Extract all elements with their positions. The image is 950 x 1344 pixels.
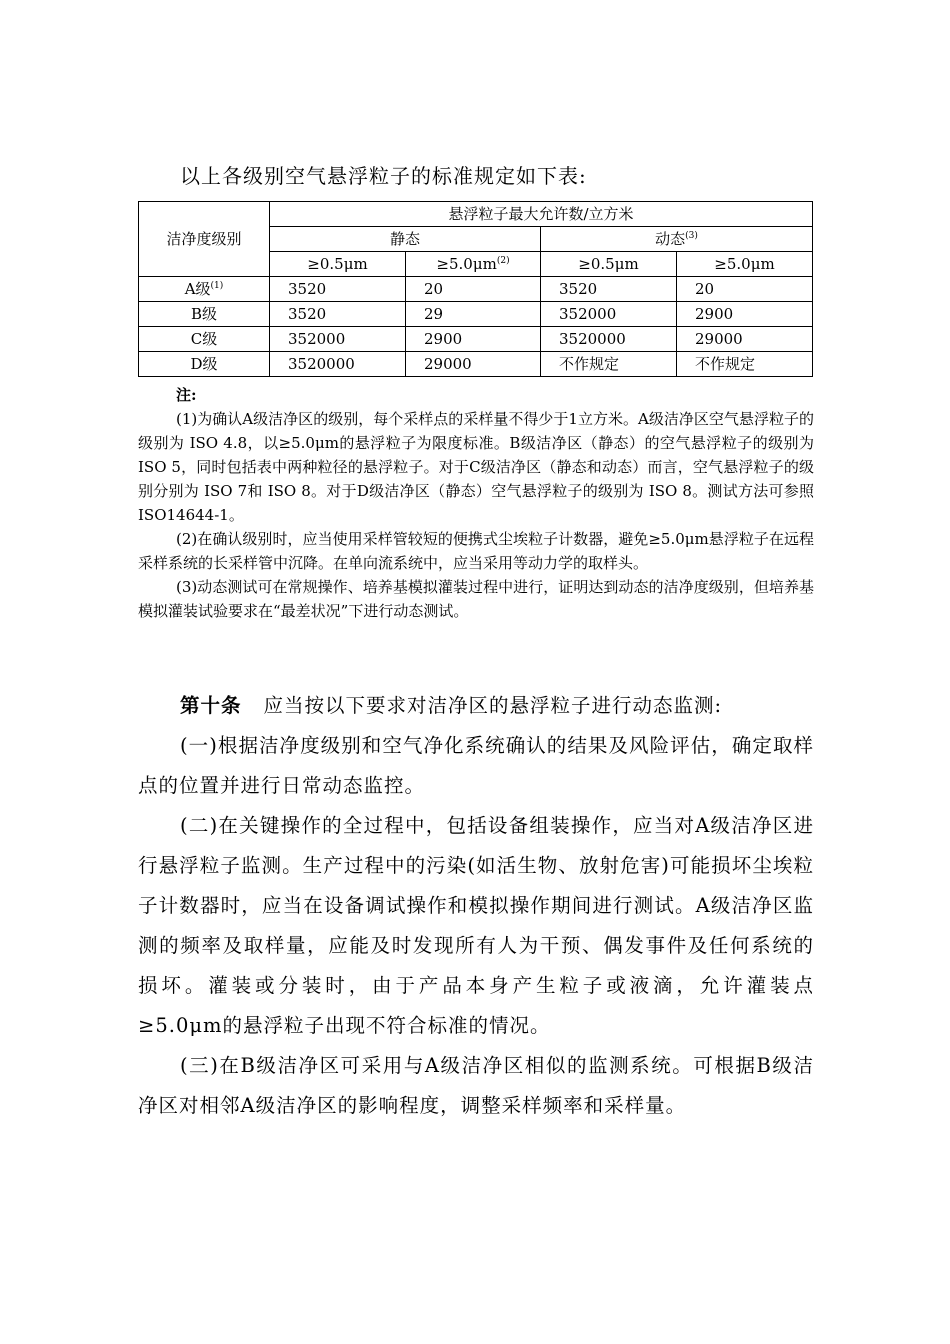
value-cell: 352000 bbox=[541, 302, 677, 327]
grade-cell: C级 bbox=[139, 327, 270, 352]
value-cell: 2900 bbox=[677, 302, 813, 327]
grade-cell: B级 bbox=[139, 302, 270, 327]
dynamic-header bbox=[541, 227, 813, 252]
size-large-footnote-mark: (2) bbox=[496, 256, 510, 266]
article-heading bbox=[138, 686, 814, 726]
grade-label: A级 bbox=[184, 280, 211, 298]
value-cell: 3520 bbox=[541, 277, 677, 302]
table-row bbox=[139, 302, 813, 327]
value-cell: 3520000 bbox=[270, 352, 406, 377]
article-paragraph-1: (一)根据洁净度级别和空气净化系统确认的结果及风险评估，确定取样点的位置并进行日常动态监控。 bbox=[138, 734, 814, 797]
article-paragraph-3: (三)在B级洁净区可采用与A级洁净区相似的监测系统。可根据B级洁净区对相邻A级洁净区的影响程度，调整采样频率和采样量。 bbox=[138, 1054, 814, 1117]
grade-cell: D级 bbox=[139, 352, 270, 377]
dynamic-footnote-mark: (3) bbox=[685, 231, 698, 241]
value-cell: 20 bbox=[406, 277, 541, 302]
article-label: 第十条 bbox=[180, 694, 242, 717]
article-section bbox=[138, 686, 814, 1126]
max-count-header: 悬浮粒子最大允许数/立方米 bbox=[270, 202, 813, 227]
size-header-dynamic-large: ≥5.0μm bbox=[677, 252, 813, 277]
value-cell: 29000 bbox=[406, 352, 541, 377]
value-cell: 3520 bbox=[270, 302, 406, 327]
note-1: (1)为确认A级洁净区的级别，每个采样点的采样量不得少于1立方米。A级洁净区空气悬浮粒子的级别为 ISO 4.8，以≥5.0μm的悬浮粒子为限度标准。B级洁净区（静态）的空气悬浮粒子的级别为 ISO 5，同时包括表中两种粒径的悬浮粒子。对于C级洁净区（静态和动态）而言，空气悬浮粒子的级别分别为 ISO 7和 ISO 8。对于D级洁净区（静态）空气悬浮粒子的级别为 ISO 8。测试方法可参照 ISO14644-1。 bbox=[138, 410, 814, 524]
value-cell: 29000 bbox=[677, 327, 813, 352]
table-header-row bbox=[139, 202, 813, 227]
static-header: 静态 bbox=[270, 227, 541, 252]
notes-section bbox=[138, 383, 814, 623]
article-title: 应当按以下要求对洁净区的悬浮粒子进行动态监测: bbox=[263, 694, 723, 717]
table-row bbox=[139, 277, 813, 302]
table-row bbox=[139, 327, 813, 352]
note-3: (3)动态测试可在常规操作、培养基模拟灌装过程中进行，证明达到动态的洁净度级别，但培养基模拟灌装试验要求在“最差状况”下进行动态测试。 bbox=[138, 578, 814, 620]
size-header-static-large bbox=[406, 252, 541, 277]
value-cell: 20 bbox=[677, 277, 813, 302]
value-cell: 2900 bbox=[406, 327, 541, 352]
article-paragraph-2: (二)在关键操作的全过程中，包括设备组装操作，应当对A级洁净区进行悬浮粒子监测。生产过程中的污染(如活生物、放射危害)可能损坏尘埃粒子计数器时，应当在设备调试操作和模拟操作期间进行测试。A级洁净区监测的频率及取样量，应能及时发现所有人为干预、偶发事件及任何系统的损坏。灌装或分装时，由于产品本身产生粒子或液滴，允许灌装点≥5.0μm的悬浮粒子出现不符合标准的情况。 bbox=[138, 814, 814, 1037]
note-2: (2)在确认级别时，应当使用采样管较短的便携式尘埃粒子计数器，避免≥5.0μm悬浮粒子在远程采样系统的长采样管中沉降。在单向流系统中，应当采用等动力学的取样头。 bbox=[138, 530, 814, 572]
grade-header: 洁净度级别 bbox=[139, 202, 270, 277]
value-cell: 3520 bbox=[270, 277, 406, 302]
value-cell: 352000 bbox=[270, 327, 406, 352]
size-header-static-small: ≥0.5μm bbox=[270, 252, 406, 277]
intro-text: 以上各级别空气悬浮粒子的标准规定如下表: bbox=[180, 164, 587, 188]
size-large-label: ≥5.0μm bbox=[436, 255, 497, 273]
value-cell: 29 bbox=[406, 302, 541, 327]
table-row bbox=[139, 352, 813, 377]
particle-standard-table bbox=[138, 201, 813, 377]
grade-cell bbox=[139, 277, 270, 302]
grade-footnote-mark: (1) bbox=[210, 281, 224, 291]
value-cell: 不作规定 bbox=[677, 352, 813, 377]
dynamic-label: 动态 bbox=[655, 230, 686, 248]
notes-heading: 注: bbox=[176, 386, 197, 404]
size-header-dynamic-small: ≥0.5μm bbox=[541, 252, 677, 277]
value-cell: 不作规定 bbox=[541, 352, 677, 377]
value-cell: 3520000 bbox=[541, 327, 677, 352]
